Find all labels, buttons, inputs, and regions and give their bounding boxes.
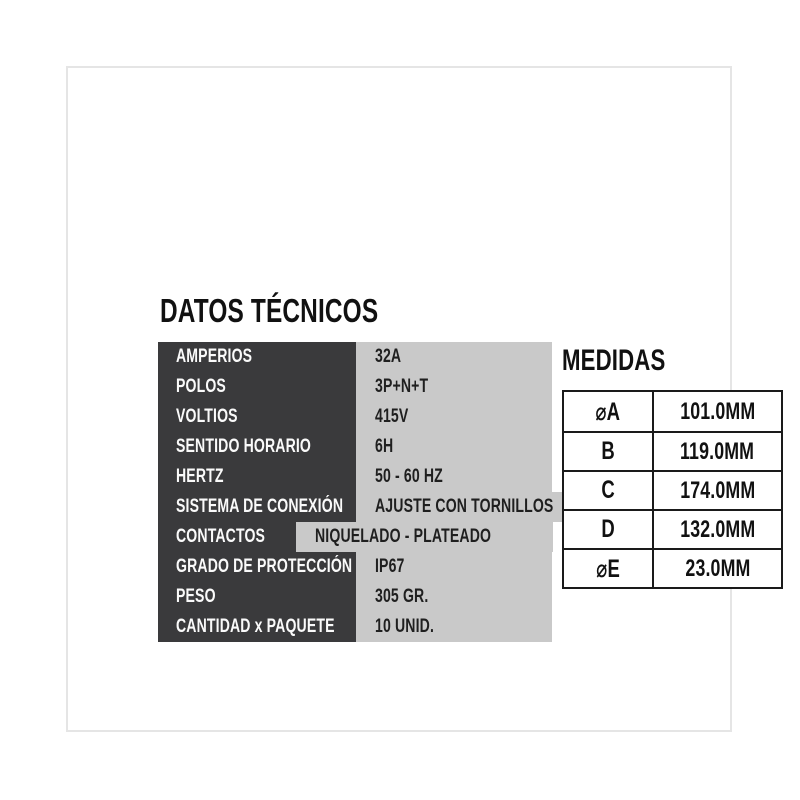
dimension-value: 132.0MM [679, 515, 756, 543]
spec-value-text: 415V [375, 406, 409, 427]
spec-label-text: VOLTIOS [176, 406, 238, 427]
spec-label-amperios [158, 342, 356, 372]
medidas-label-c [564, 472, 654, 509]
medidas-value-b [654, 433, 781, 470]
table-row [564, 509, 781, 548]
table-row [158, 462, 552, 492]
dimension-letter: D [601, 515, 615, 543]
spec-value-sentido-horario [356, 432, 552, 462]
spec-value-text: 6H [375, 436, 394, 457]
table-row [564, 431, 781, 470]
medidas-table [562, 390, 783, 589]
technical-data-table [158, 342, 552, 642]
spec-label-cantidad-paquete [158, 612, 356, 642]
spec-label-hertz [158, 462, 356, 492]
table-row [564, 548, 781, 587]
spec-value-text: 10 UNID. [375, 616, 435, 637]
spec-value-text: 50 - 60 HZ [375, 466, 443, 487]
spec-value-cantidad-paquete [356, 612, 552, 642]
spec-value-peso [356, 582, 552, 612]
table-row [158, 522, 552, 552]
medidas-value-e [654, 550, 781, 587]
spec-value-text: 3P+N+T [375, 376, 429, 397]
medidas-value-c [654, 472, 781, 509]
spec-value-hertz [356, 462, 552, 492]
medidas-value-a [654, 392, 781, 431]
spec-label-contactos [158, 522, 296, 552]
medidas-label-d [564, 511, 654, 548]
dimension-letter: B [601, 437, 615, 465]
medidas-label-diameter-a [564, 392, 654, 431]
table-row [158, 402, 552, 432]
spec-value-polos [356, 372, 552, 402]
table-row [564, 470, 781, 509]
spec-value-text: IP67 [375, 556, 405, 577]
table-row [158, 552, 552, 582]
spec-label-text: CONTACTOS [176, 526, 266, 547]
spec-value-amperios [356, 342, 552, 372]
spec-label-sistema-conexion [158, 492, 356, 522]
table-row [158, 612, 552, 642]
table-row [158, 372, 552, 402]
spec-value-voltios [356, 402, 552, 432]
spec-label-text: SISTEMA DE CONEXIÓN [176, 496, 344, 517]
spec-value-grado-proteccion [356, 552, 552, 582]
spec-label-voltios [158, 402, 356, 432]
spec-label-grado-proteccion [158, 552, 356, 582]
spec-label-text: GRADO DE PROTECCIÓN [176, 556, 353, 577]
table-row [158, 342, 552, 372]
spec-value-text: AJUSTE CON TORNILLOS [375, 496, 554, 517]
spec-value-text: NIQUELADO - PLATEADO [315, 526, 492, 547]
spec-value-text: 32A [375, 346, 402, 367]
spec-label-text: SENTIDO HORARIO [176, 436, 312, 457]
medidas-value-d [654, 511, 781, 548]
medidas-title-text: MEDIDAS [562, 344, 666, 377]
content-frame [66, 66, 756, 732]
medidas-title [562, 345, 702, 377]
spec-label-polos [158, 372, 356, 402]
spec-label-text: CANTIDAD x PAQUETE [176, 616, 335, 637]
spec-label-text: AMPERIOS [176, 346, 253, 367]
dimension-value: 174.0MM [679, 476, 756, 504]
dimension-letter: C [601, 476, 615, 504]
dimension-letter: ⌀E [596, 554, 620, 583]
medidas-label-b [564, 433, 654, 470]
table-row [158, 432, 552, 462]
spec-label-text: POLOS [176, 376, 226, 397]
spec-value-contactos [296, 522, 553, 552]
spec-label-text: PESO [176, 586, 216, 607]
dimension-value: 23.0MM [684, 554, 751, 582]
spec-label-sentido-horario [158, 432, 356, 462]
page-title-text: DATOS TÉCNICOS [160, 292, 379, 329]
spec-label-peso [158, 582, 356, 612]
page-title [160, 294, 455, 328]
spec-label-text: HERTZ [176, 466, 224, 487]
spec-value-text: 305 GR. [375, 586, 429, 607]
dimension-letter: ⌀A [595, 397, 621, 426]
table-row [158, 582, 552, 612]
dimension-value: 101.0MM [679, 397, 756, 425]
table-row [564, 392, 781, 431]
dimension-value: 119.0MM [680, 437, 755, 465]
medidas-label-diameter-e [564, 550, 654, 587]
table-row [158, 492, 552, 522]
